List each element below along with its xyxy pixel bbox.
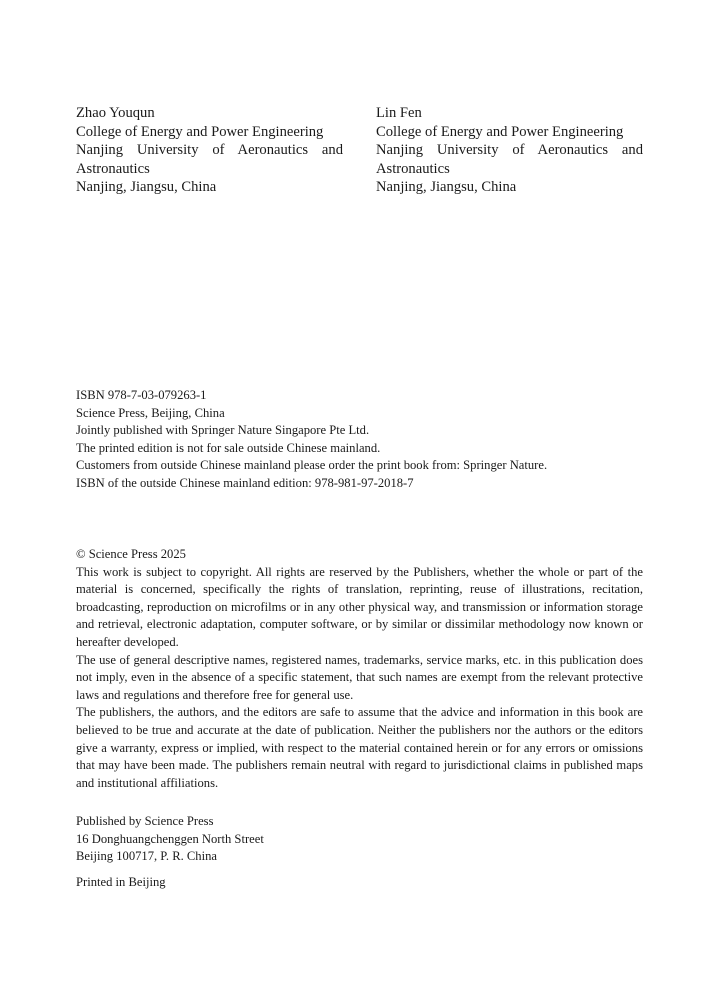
isbn: ISBN 978-7-03-079263-1 (76, 388, 207, 402)
publisher-city: Beijing 100717, P. R. China (76, 849, 217, 864)
author-2 (376, 104, 643, 197)
author-affiliations (76, 104, 643, 197)
joint-publication-note: Jointly published with Springer Nature Singapore Pte Ltd. (76, 423, 370, 438)
author-college: College of Energy and Power Engineering (76, 123, 324, 140)
author-name: Zhao Youqun (76, 105, 155, 121)
author-name: Lin Fen (376, 105, 422, 121)
author-university: Nanjing University of Aeronautics and (76, 142, 343, 159)
author-college: College of Energy and Power Engineering (376, 123, 624, 140)
published-by: Published by Science Press (76, 814, 214, 828)
disclaimer-paragraph: The publishers, the authors, and the editors are safe to assume that the advice and information in this book are believed to be true and accurate at the date of publication. Neither the publishers nor the authors or the editors give a warranty, express or implied, with respect to the material contained herein or for any errors or omissions that may have been made. The publishers remain neutral with regard to jurisdictional claims in published maps and institutional affiliations. (76, 705, 643, 790)
copyright-notice: © Science Press 2025 (76, 547, 186, 561)
sale-restriction-note: The printed edition is not for sale outside Chinese mainland. (76, 440, 381, 455)
copyright-block (76, 546, 643, 792)
publisher-line: Science Press, Beijing, China (76, 405, 225, 420)
author-university: Nanjing University of Aeronautics and (376, 142, 643, 159)
author-location: Nanjing, Jiangsu, China (376, 179, 517, 196)
author-1 (76, 104, 343, 197)
rights-paragraph: This work is subject to copyright. All rights are reserved by the Publishers, whether the whole or part of the material is concerned, specifically the rights of translation, reprinting, reuse of illustrations, recitation, broadcasting, reproduction on microfilms or in any other physical way, and transmission or information storage and retrieval, electronic adaptation, computer software, or by similar or dissimilar methodology now known or hereafter developed. (76, 564, 643, 649)
ordering-note: Customers from outside Chinese mainland please order the print book from: Springer Nature. (76, 458, 548, 473)
printed-in: Printed in Beijing (76, 875, 166, 889)
author-university-cont: Astronautics (76, 160, 150, 177)
trademark-paragraph: The use of general descriptive names, registered names, trademarks, service marks, etc. in this publication does not imply, even in the absence of a specific statement, that such names are exempt from the relevant protective laws and regulations and therefore free for general use. (76, 652, 643, 702)
publisher-address (76, 813, 643, 866)
author-university-cont: Astronautics (376, 160, 450, 177)
isbn-block (76, 387, 643, 493)
outside-edition-isbn: ISBN of the outside Chinese mainland edition: 978-981-97-2018-7 (76, 475, 414, 490)
author-location: Nanjing, Jiangsu, China (76, 179, 217, 196)
publisher-street: 16 Donghuangchenggen North Street (76, 831, 264, 846)
